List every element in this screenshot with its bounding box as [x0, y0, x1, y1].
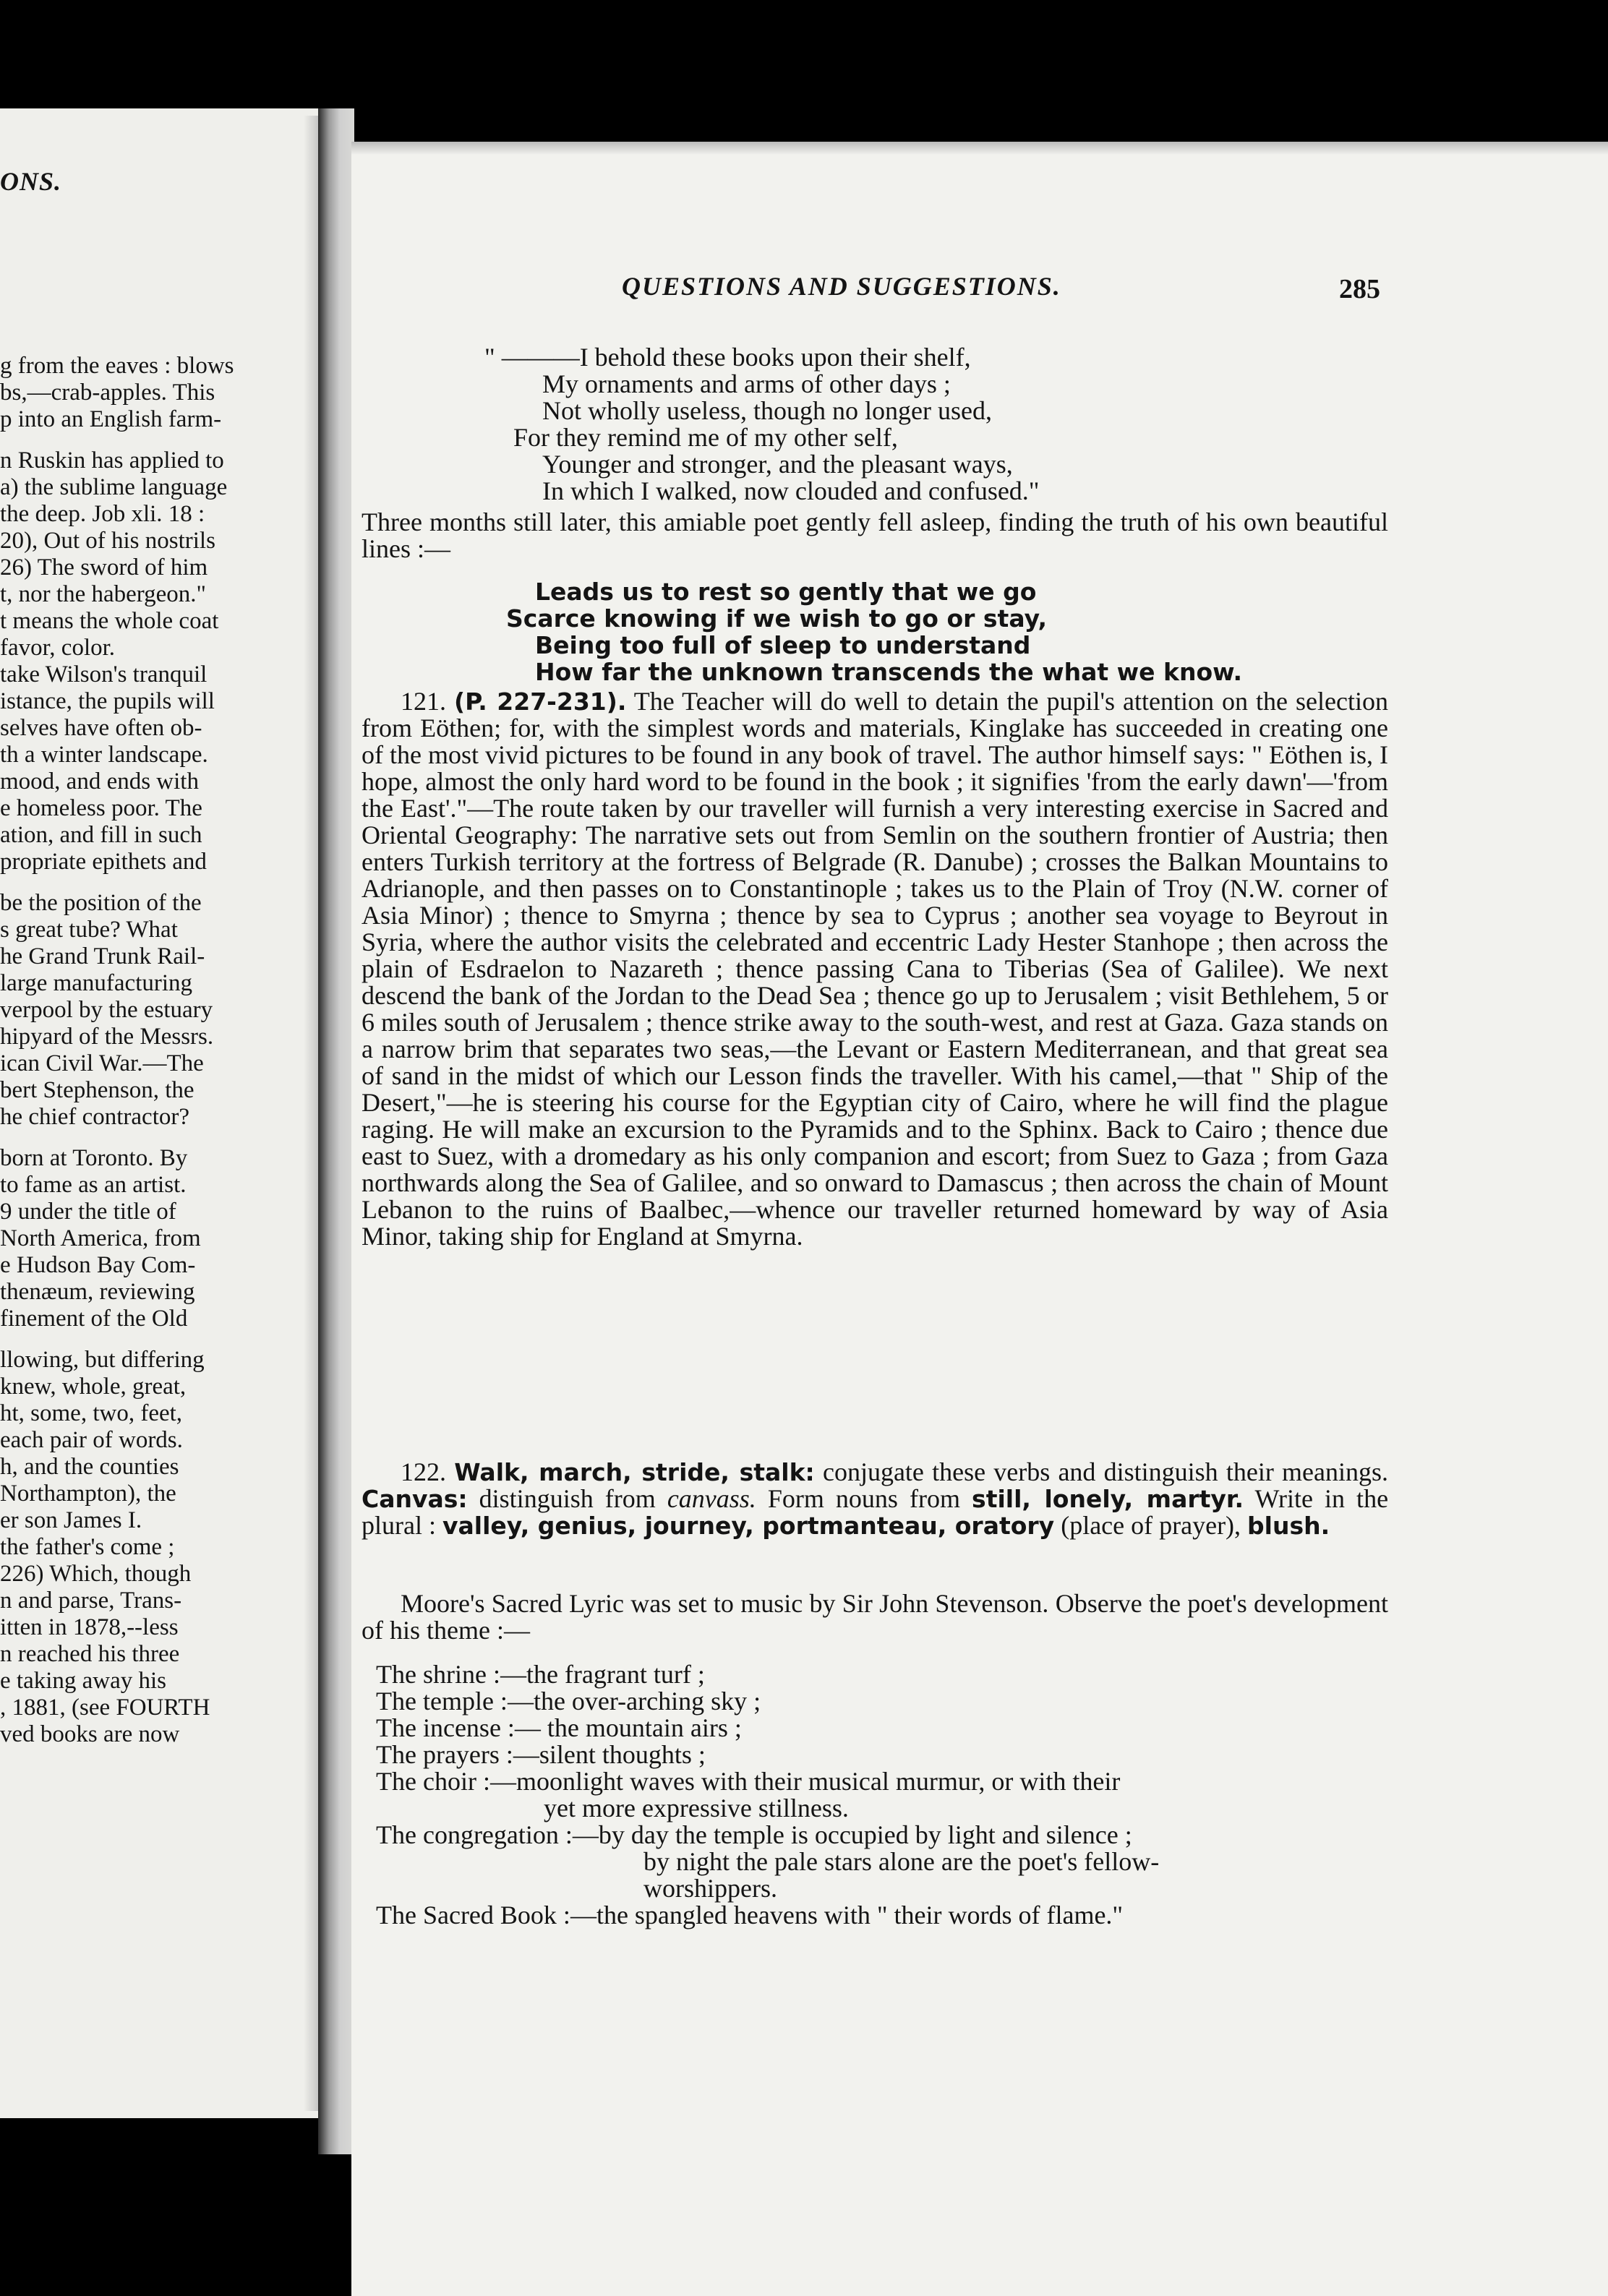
list-item-continued: yet more expressive stillness.: [544, 1794, 849, 1822]
vocab-words: blush.: [1247, 1512, 1330, 1540]
paragraph-122: [362, 1459, 1388, 1539]
instruction-text: Write in the plural :: [362, 1484, 1389, 1540]
instruction-text: Form nouns from: [767, 1484, 960, 1513]
poem-rest: [362, 578, 1388, 685]
theme-desc: —the spangled heavens with " their words of flame.": [570, 1901, 1124, 1929]
left-page-line: n reached his three: [0, 1641, 180, 1667]
left-running-head: ONS.: [0, 167, 62, 196]
theme-term: The choir :: [376, 1767, 490, 1796]
poem-line: " ———I behold these books upon their shelf,: [484, 343, 971, 372]
list-item-continued: by night the pale stars alone are the poet's fellow-: [643, 1847, 1160, 1876]
poem-line: For they remind me of my other self,: [513, 423, 898, 452]
left-page-line: e Hudson Bay Com-: [0, 1252, 196, 1278]
left-page-line: llowing, but differing: [0, 1347, 205, 1373]
theme-desc: —by day the temple is occupied by light and silence ;: [572, 1820, 1132, 1849]
theme-desc: —silent thoughts ;: [513, 1740, 706, 1769]
list-item: [376, 1742, 1388, 1768]
left-page-line: e homeless poor. The: [0, 795, 202, 821]
left-page-line: h, and the counties: [0, 1454, 179, 1480]
theme-term: The congregation :: [376, 1820, 573, 1849]
vocab-words: still, lonely, martyr.: [972, 1485, 1244, 1513]
left-page-line: hipyard of the Messrs.: [0, 1024, 214, 1050]
left-page-line: ation, and fill in such: [0, 822, 202, 848]
theme-term: The temple :: [376, 1687, 508, 1715]
poem-line: Younger and stronger, and the pleasant ways,: [542, 450, 1013, 479]
list-item: [376, 1822, 1388, 1849]
left-page-line: North America, from: [0, 1225, 201, 1251]
theme-term: The prayers :: [376, 1740, 513, 1769]
left-page-line: , 1881, (see FOURTH: [0, 1695, 210, 1721]
running-head: QUESTIONS AND SUGGESTIONS.: [622, 272, 1061, 301]
book-gutter: [318, 108, 354, 2154]
left-page-line: s great tube? What: [0, 917, 178, 943]
left-page-line: selves have often ob-: [0, 715, 202, 741]
poem-line: Not wholly useless, though no longer used,: [542, 396, 992, 425]
italic-word: canvass.: [667, 1484, 756, 1513]
left-page-line: mood, and ends with: [0, 768, 199, 794]
left-page-line: ht, some, two, feet,: [0, 1400, 183, 1426]
vocab-words: valley, genius, journey, portmanteau, oratory: [442, 1512, 1055, 1540]
paragraph-moore: Moore's Sacred Lyric was set to music by Sir John Stevenson. Observe the poet's development of his theme :—: [362, 1589, 1388, 1645]
left-page-line: 20), Out of his nostrils: [0, 528, 215, 554]
left-page-line: born at Toronto. By: [0, 1145, 188, 1171]
left-page-line: take Wilson's tranquil: [0, 661, 208, 687]
vocab-words: Walk, march, stride, stalk:: [454, 1458, 815, 1486]
theme-desc: —moonlight waves with their musical murmur, or with their: [489, 1767, 1121, 1796]
left-page-line: thenæum, reviewing: [0, 1279, 195, 1305]
page-number: 285: [1339, 274, 1380, 304]
left-page-line: th a winter landscape.: [0, 742, 208, 768]
theme-term: The Sacred Book :: [376, 1901, 570, 1929]
left-page-line: er son James I.: [0, 1507, 142, 1533]
section-number: 121.: [401, 687, 446, 716]
left-page-line: large manufacturing: [0, 970, 193, 996]
poem-line: Leads us to rest so gently that we go: [535, 578, 1037, 606]
left-page-line: ved books are now: [0, 1721, 180, 1747]
poem-line: Scarce knowing if we wish to go or stay,: [506, 604, 1048, 633]
left-page-line: he Grand Trunk Rail-: [0, 943, 205, 969]
left-page-line: knew, whole, great,: [0, 1374, 187, 1400]
left-page-line: bert Stephenson, the: [0, 1077, 194, 1103]
paragraph-three-months: Three months still later, this amiable poet gently fell asleep, finding the truth of his own beautiful lines :—: [362, 507, 1388, 563]
section-text: The Teacher will do well to detain the pupil's attention on the selection from Eöthen; for, with the simplest words and materials, Kinglake has succeeded in creating one of the most vivid pictures to be found in any book of travel. The author himself says: " Eöthen is, I hope, almost the only hard word to be found in the book ; it signifies 'from the early dawn'—'from the East'."—The route taken by our traveller will furnish a very interesting exercise in Sacred and Oriental Geography: The narrative sets out from Semlin on the southern frontier of Austria; then enters Turkish territory at the fortress of Belgrade (R. Danube) ; crosses the Balkan Mountains to Adrianople, and then passes on to Constantinople ; takes us to the Plain of Troy (N.W. corner of Asia Minor) ; thence to Smyrna ; thence by sea to Cyprus ; another sea voyage to Beyrout in Syria, where the author visits the celebrated and eccentric Lady Hester Stanhope ; then across the plain of Esdraelon to Nazareth ; thence passing Cana to Tiberias (Sea of Galilee). We next descend the bank of the Jordan to the Dead Sea ; thence go up to Jerusalem ; visit Bethlehem, 5 or 6 miles south of Jerusalem ; thence strike away to the south-west, and rest at Gaza. Gaza stands on a narrow brim that separates two seas,—the Levant or Eastern Mediterranean, and that great sea of sand in the midst of which our Lesson finds the traveller. With his camel,—that " Ship of the Desert,"—he is steering his course for the Egyptian city of Cairo, where he will find the plague raging. He will make an excursion to the Pyramids and to the Sphinx. Back to Cairo ; thence due east to Suez, with a dromedary as his only companion and escort; from Suez to Gaza ; from Gaza northwards along the Sea of Galilee, and so onward to Damascus ; then across the chain of Mount Lebanon to the ruins of Baalbec,—whence our traveller returned homeward by way of Asia Minor, taking ship for England at Smyrna.: [362, 687, 1388, 1251]
list-item: [376, 1768, 1388, 1795]
left-page-line: ican Civil War.—The: [0, 1050, 204, 1076]
left-page-line: itten in 1878,--less: [0, 1614, 179, 1640]
left-page-line: he chief contractor?: [0, 1104, 190, 1130]
theme-term: The incense :: [376, 1713, 515, 1742]
left-page-line: g from the eaves : blows: [0, 353, 234, 379]
left-page-line: verpool by the estuary: [0, 997, 213, 1023]
left-page-line: 226) Which, though: [0, 1561, 192, 1587]
left-page-line: propriate epithets and: [0, 849, 207, 875]
left-page-line: 26) The sword of him: [0, 554, 208, 581]
left-page-line: favor, color.: [0, 635, 116, 661]
list-item: [376, 1661, 1388, 1688]
left-page-line: be the position of the: [0, 890, 202, 916]
left-page-line: finement of the Old: [0, 1306, 188, 1332]
page-top-shadow: [351, 142, 1608, 155]
list-item-continued: worshippers.: [643, 1874, 777, 1903]
left-page-line: istance, the pupils will: [0, 688, 215, 714]
poem-line: Being too full of sleep to understand: [535, 631, 1031, 659]
left-page-line: t means the whole coat: [0, 608, 219, 634]
left-page-line: bs,—crab-apples. This: [0, 380, 215, 406]
left-page-line: e taking away his: [0, 1668, 167, 1694]
poem-line: My ornaments and arms of other days ;: [542, 369, 951, 398]
left-page-line: the deep. Job xli. 18 :: [0, 501, 205, 527]
vocab-words: Canvas:: [362, 1485, 468, 1513]
poem-line: In which I walked, now clouded and confused.": [542, 476, 1040, 505]
left-page-line: the father's come ;: [0, 1534, 175, 1560]
paragraph-121: [362, 688, 1388, 1250]
list-item: [376, 1688, 1388, 1715]
left-page-line: n Ruskin has applied to: [0, 447, 224, 474]
theme-desc: — the mountain airs ;: [514, 1713, 742, 1742]
theme-term: The shrine :: [376, 1660, 500, 1689]
theme-desc: —the fragrant turf ;: [500, 1660, 705, 1689]
left-page-line: 9 under the title of: [0, 1199, 176, 1225]
instruction-text: distinguish from: [479, 1484, 656, 1513]
theme-desc: —the over-arching sky ;: [507, 1687, 761, 1715]
instruction-text: conjugate these verbs and distinguish their meanings.: [822, 1457, 1388, 1486]
poem-books: [362, 344, 1388, 505]
left-page-line: Northampton), the: [0, 1481, 176, 1507]
left-page-line: t, nor the habergeon.": [0, 581, 207, 607]
left-page-line: to fame as an artist.: [0, 1172, 187, 1198]
left-page-line: p into an English farm-: [0, 406, 222, 432]
section-number: 122.: [401, 1457, 446, 1486]
left-page-line: a) the sublime language: [0, 474, 228, 500]
poem-line: How far the unknown transcends the what we know.: [535, 658, 1243, 686]
left-page-line: n and parse, Trans-: [0, 1588, 182, 1614]
instruction-text: (place of prayer),: [1061, 1511, 1241, 1540]
left-page-line: each pair of words.: [0, 1427, 183, 1453]
list-item: [376, 1902, 1388, 1929]
list-item: [376, 1715, 1388, 1742]
theme-list: [376, 1661, 1388, 1929]
page-reference: (P. 227-231).: [454, 687, 627, 716]
